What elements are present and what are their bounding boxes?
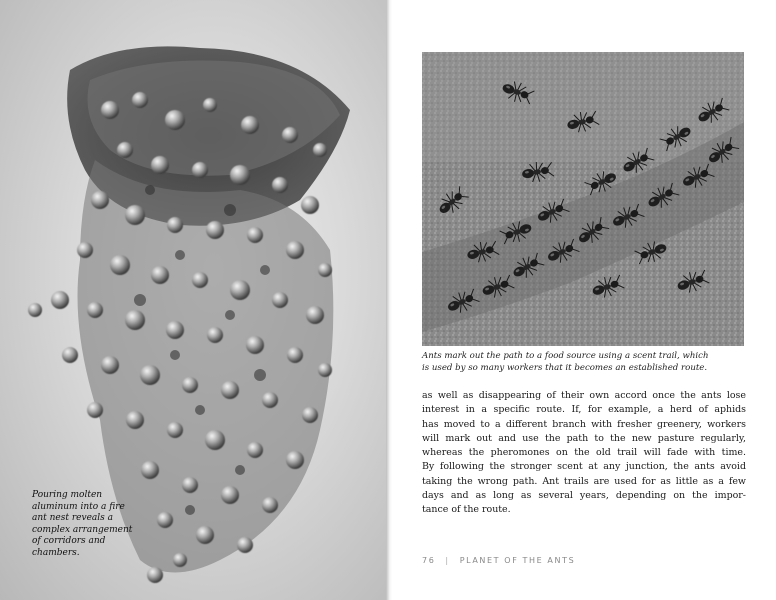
page-footer <box>422 556 575 565</box>
footer-separator: | <box>445 556 450 565</box>
right-page <box>392 0 776 600</box>
body-line-2: interest in a specific route. If, for example, a herd of aphids <box>422 404 746 416</box>
body-line-8: days and as long as several years, depending on the impor- <box>422 490 746 502</box>
body-line-4: will mark out and use the path to the new pasture regularly, <box>422 432 746 444</box>
ant-photo-caption-line-1: Ants mark out the path to a food source using a scent trail, which <box>422 351 709 361</box>
body-paragraph <box>422 389 746 518</box>
body-line-3: has moved to a different branch with fresher greenery, workers <box>422 418 746 430</box>
body-line-1: as well as disappearing of their own accord once the ants lose <box>422 390 746 401</box>
ant-photo-caption-line-2: is used by so many workers that it becomes an established route. <box>422 363 708 373</box>
page-number: 76 <box>422 556 436 565</box>
running-title: PLANET OF THE ANTS <box>459 556 576 565</box>
body-line-9: tance of the route. <box>422 504 511 516</box>
cast-photo-caption: Pouring molten aluminum into a fire ant nest reveals a complex arrangement of corridors and chambers. <box>32 490 133 558</box>
body-line-5: whereas the pheromones on the old trail will fade with time. <box>422 447 746 459</box>
ant-photo-caption <box>422 350 744 374</box>
body-line-6: By following the stronger scent at any junction, the ants avoid <box>422 461 746 473</box>
body-line-7: taking the wrong path. Ant trails are used for as little as a few <box>422 475 746 487</box>
ant-trail-photo <box>422 52 744 346</box>
